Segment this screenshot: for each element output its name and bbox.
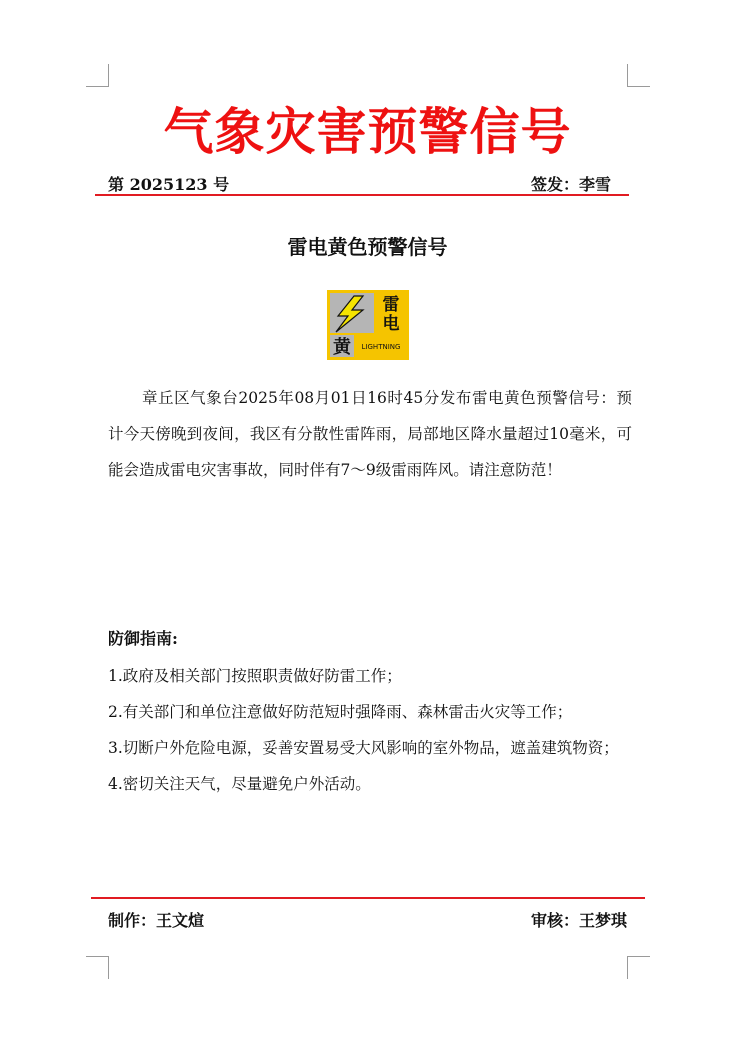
producer: 制作：王文煊: [108, 911, 205, 930]
crop-mark-top-right: [627, 64, 650, 87]
signal-title: 雷电黄色预警信号: [287, 235, 448, 259]
issuer: 签发：李雪: [530, 175, 611, 194]
crop-mark-bottom-right: [627, 956, 650, 979]
warning-body-text: 章丘区气象台2025年08月01日16时45分发布雷电黄色预警信号：预计今天傍晚到夜间，我区有分散性雷阵雨，局部地区降水量超过10毫米，可能会造成雷电灾害事故，同时伴有7～9级雷雨阵风。请注意防范！: [108, 389, 632, 479]
icon-english-label: LIGHTNING: [361, 343, 401, 351]
document-title: 气象灾害预警信号: [163, 103, 572, 161]
lightning-yellow-warning-icon: [327, 290, 409, 360]
defense-guide-heading: 防御指南:: [108, 629, 178, 648]
reviewer: 审核：王梦琪: [530, 911, 627, 930]
list-item: 2.有关部门和单位注意做好防范短时强降雨、森林雷击火灾等工作；: [108, 703, 573, 721]
crop-mark-bottom-left: [86, 956, 109, 979]
list-item: 4.密切关注天气，尽量避免户外活动。: [108, 775, 371, 793]
defense-guide-list: [108, 658, 632, 802]
icon-char-huang: 黄: [333, 337, 351, 358]
footer-red-rule: [91, 897, 645, 899]
issue-number: 第 2025123 号: [108, 175, 230, 194]
crop-mark-top-left: [86, 64, 109, 87]
header-red-rule: [95, 194, 629, 196]
icon-char-lei: 雷: [382, 295, 400, 315]
list-item: 1.政府及相关部门按照职责做好防雷工作；: [108, 667, 402, 685]
list-item: 3.切断户外危险电源，妥善安置易受大风影响的室外物品，遮盖建筑物资；: [108, 739, 619, 757]
icon-char-dian: 电: [382, 314, 400, 334]
